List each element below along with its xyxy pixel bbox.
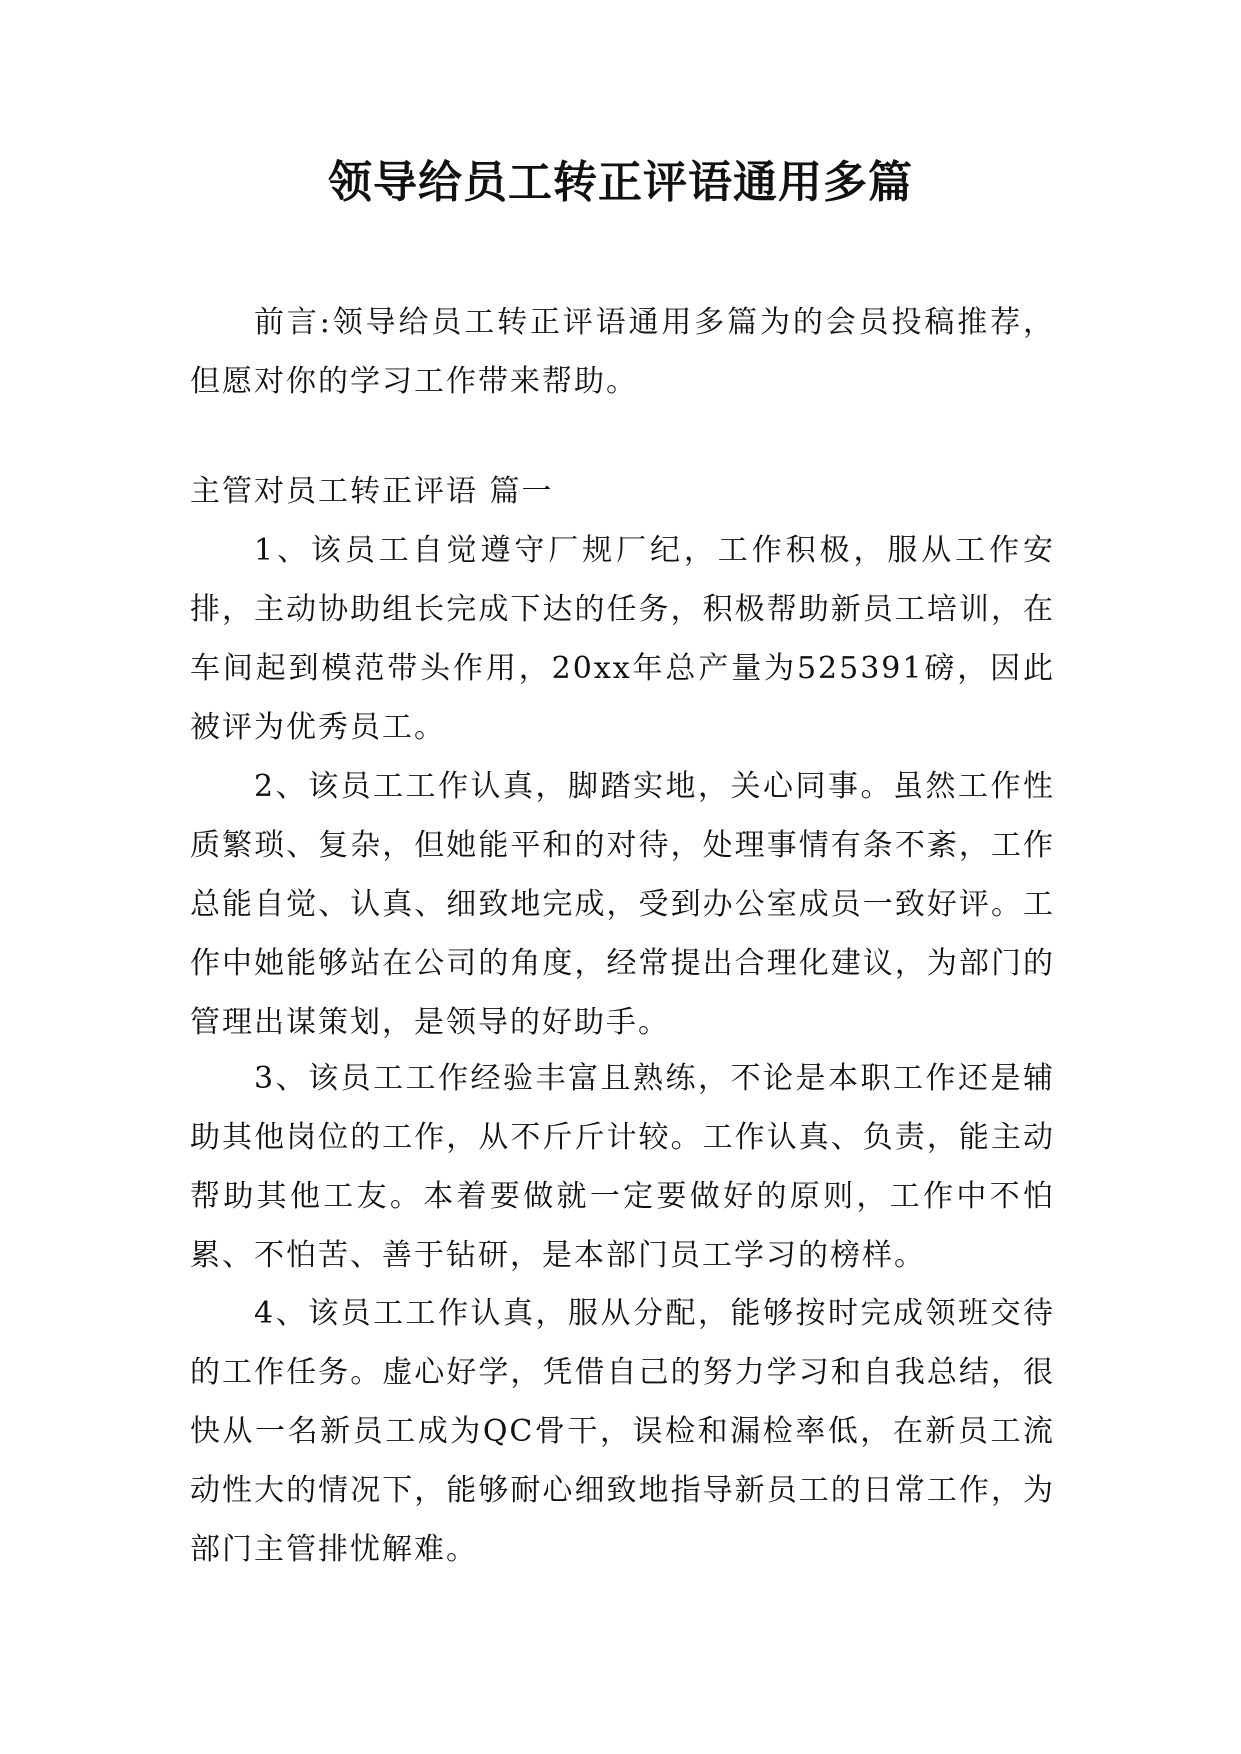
review-item-3: 3、该员工工作经验丰富且熟练，不论是本职工作还是辅助其他岗位的工作，从不斤斤计较。工作认真、负责，能主动帮助其他工友。本着要做就一定要做好的原则，工作中不怕累、不怕苦、善于钻研，是本部门员工学习的榜样。 (190, 1061, 1055, 1273)
review-item-1: 1、该员工自觉遵守厂规厂纪，工作积极，服从工作安排，主动协助组长完成下达的任务，积极帮助新员工培训，在车间起到模范带头作用，20xx年总产量为525391磅，因此被评为优秀员工。 (190, 533, 1055, 745)
document-title: 领导给员工转正评语通用多篇 (328, 157, 913, 208)
section-heading: 主管对员工转正评语 篇一 (190, 474, 554, 509)
review-item-4: 4、该员工工作认真，服从分配，能够按时完成领班交待的工作任务。虚心好学，凭借自己的努力学习和自我总结，很快从一名新员工成为QC骨干，误检和漏检率低，在新员工流动性大的情况下，能够耐心细致地指导新员工的日常工作，为部门主管排忧解难。 (190, 1296, 1055, 1567)
review-item-2: 2、该员工工作认真，脚踏实地，关心同事。虽然工作性质繁琐、复杂，但她能平和的对待，处理事情有条不紊，工作总能自觉、认真、细致地完成，受到办公室成员一致好评。工作中她能够站在公司的角度，经常提出合理化建议，为部门的管理出谋策划，是领导的好助手。 (190, 769, 1055, 1040)
preface-paragraph: 前言:领导给员工转正评语通用多篇为的会员投稿推荐，但愿对你的学习工作带来帮助。 (190, 305, 1055, 399)
